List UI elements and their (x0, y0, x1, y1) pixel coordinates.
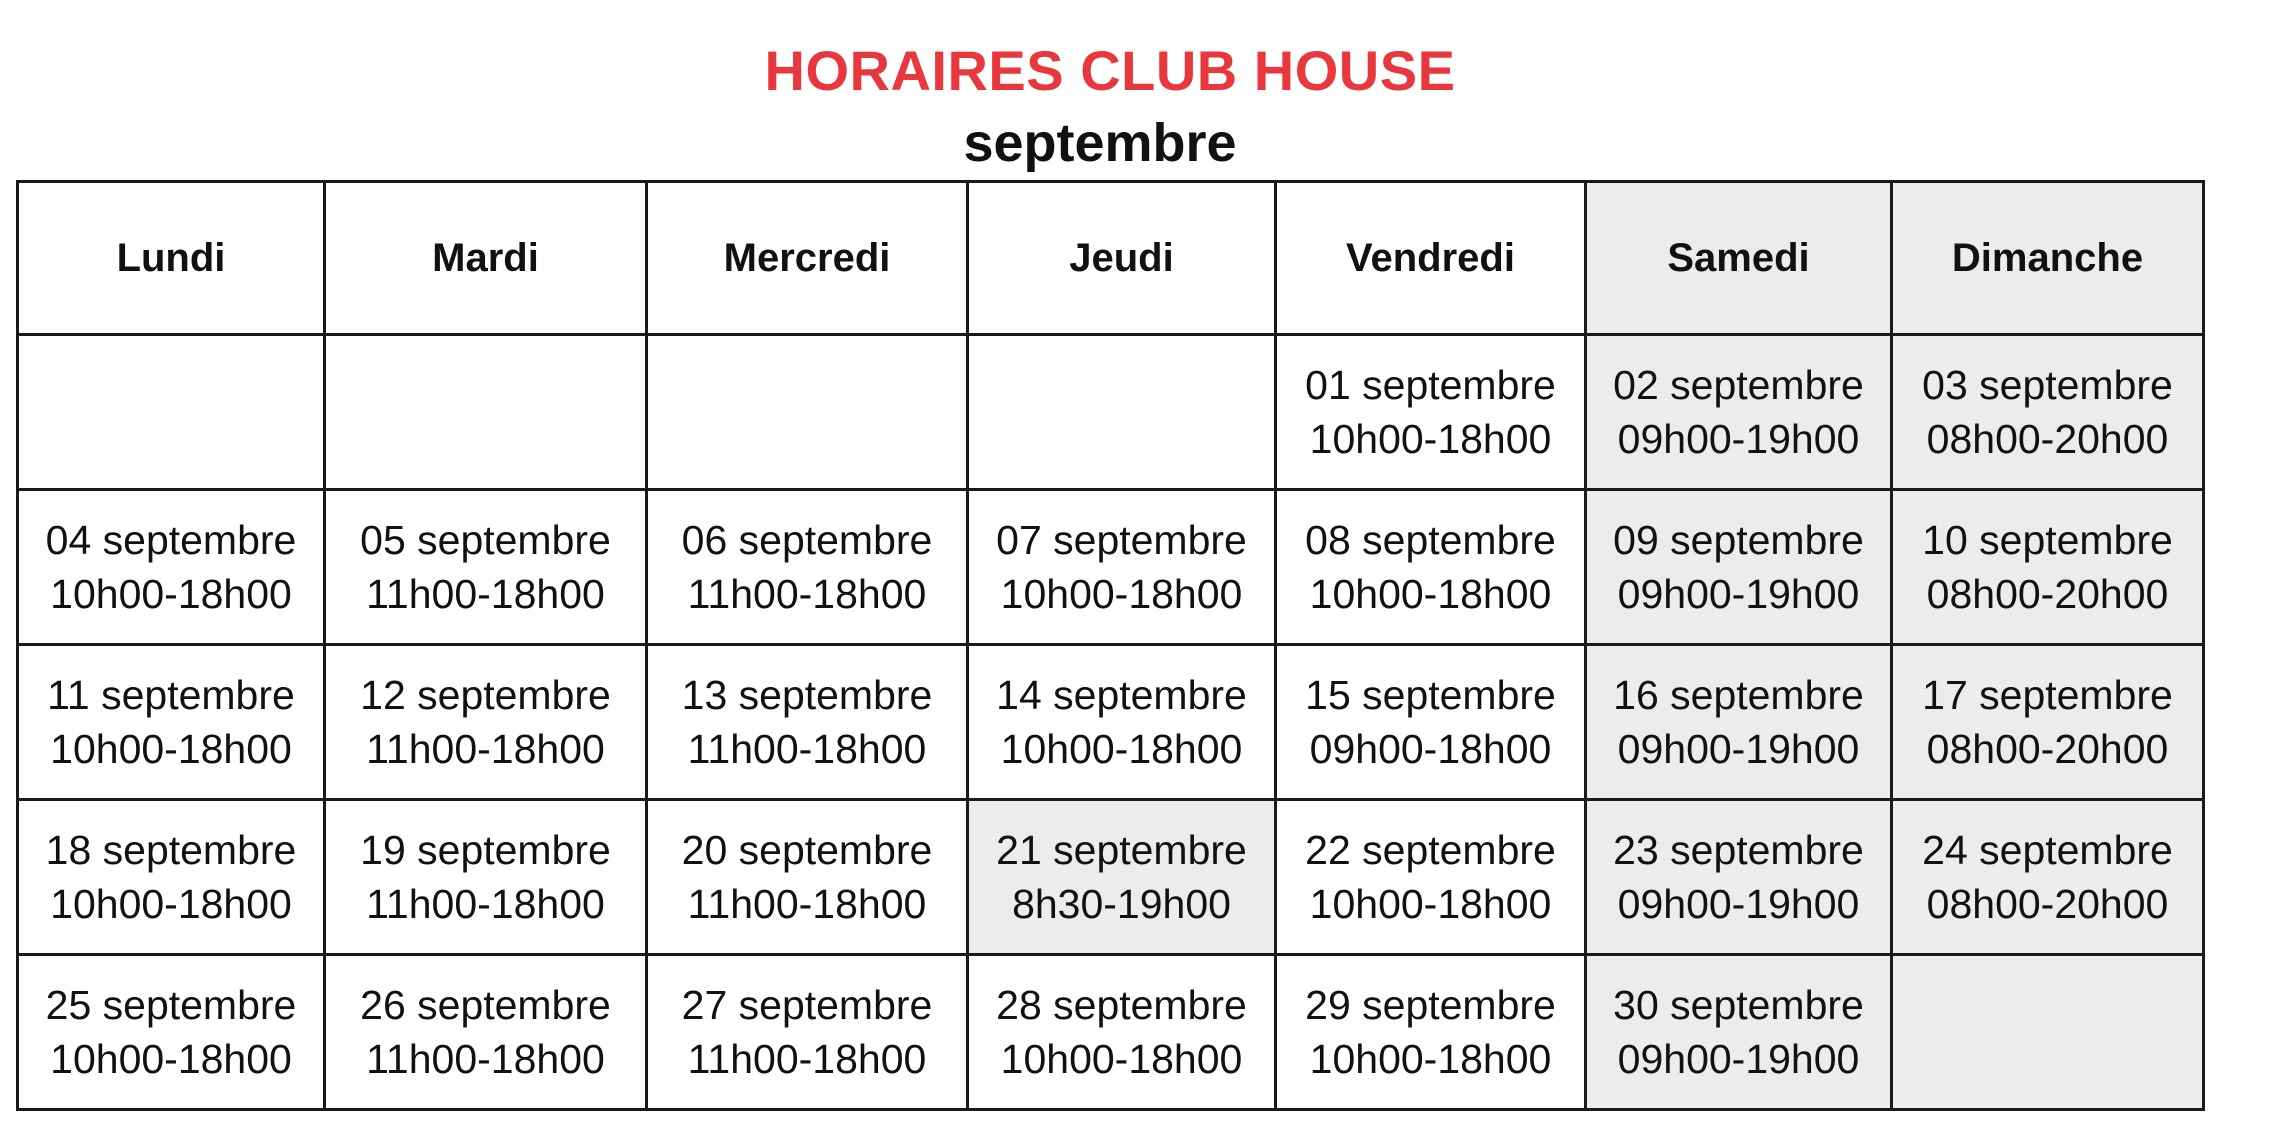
day-date: 08 septembre (1305, 517, 1556, 563)
day-cell (1276, 645, 1586, 800)
header-row (18, 182, 2204, 335)
day-cell (325, 645, 647, 800)
day-cell (647, 955, 968, 1110)
table-row (18, 645, 2204, 800)
day-hours: 09h00-19h00 (1617, 571, 1860, 617)
day-date: 15 septembre (1305, 672, 1556, 718)
day-date: 22 septembre (1305, 827, 1556, 873)
day-cell (325, 955, 647, 1110)
day-hours: 11h00-18h00 (687, 571, 927, 617)
day-hours: 10h00-18h00 (1000, 726, 1243, 772)
day-cell (1586, 645, 1892, 800)
day-cell (1276, 490, 1586, 645)
day-hours: 09h00-19h00 (1617, 881, 1860, 927)
day-hours: 08h00-20h00 (1926, 571, 2169, 617)
header-cell-mercredi: Mercredi (647, 182, 968, 335)
day-cell (968, 645, 1276, 800)
day-cell (18, 645, 325, 800)
day-date: 18 septembre (45, 827, 297, 873)
day-cell (325, 490, 647, 645)
day-hours: 10h00-18h00 (1000, 571, 1243, 617)
table-row (18, 335, 2204, 490)
day-date: 27 septembre (681, 982, 933, 1028)
day-date: 13 septembre (681, 672, 933, 718)
month-subtitle: septembre (963, 113, 1237, 173)
day-date: 06 septembre (681, 517, 933, 563)
day-date: 20 septembre (681, 827, 933, 873)
day-cell (1892, 335, 2204, 490)
day-date: 01 septembre (1305, 362, 1556, 408)
day-cell (18, 955, 325, 1110)
day-date: 30 septembre (1613, 982, 1864, 1028)
day-hours: 10h00-18h00 (50, 571, 292, 617)
day-hours: 11h00-18h00 (366, 726, 605, 772)
day-date: 11 septembre (47, 672, 295, 718)
day-cell (1276, 955, 1586, 1110)
day-cell (647, 335, 968, 490)
day-cell (968, 490, 1276, 645)
day-hours: 10h00-18h00 (50, 1036, 292, 1082)
day-cell (647, 645, 968, 800)
day-cell (1892, 800, 2204, 955)
day-date: 10 septembre (1922, 517, 2173, 563)
day-date: 12 septembre (360, 672, 611, 718)
day-date: 28 septembre (996, 982, 1247, 1028)
table-row (18, 955, 2204, 1110)
day-hours: 10h00-18h00 (50, 881, 292, 927)
day-cell (1276, 335, 1586, 490)
day-hours: 11h00-18h00 (366, 1036, 605, 1082)
day-date: 09 septembre (1613, 517, 1864, 563)
header-cell-samedi: Samedi (1586, 182, 1892, 335)
header-cell-vendredi: Vendredi (1276, 182, 1586, 335)
day-cell (1586, 955, 1892, 1110)
day-cell (18, 490, 325, 645)
schedule-table (16, 180, 2205, 1111)
day-cell (647, 490, 968, 645)
day-date: 07 septembre (996, 517, 1247, 563)
day-hours: 8h30-19h00 (1012, 881, 1231, 927)
day-date: 02 septembre (1613, 362, 1864, 408)
day-hours: 09h00-19h00 (1617, 416, 1860, 462)
day-date: 03 septembre (1922, 362, 2173, 408)
day-date: 23 septembre (1613, 827, 1864, 873)
day-hours: 11h00-18h00 (687, 726, 927, 772)
day-date: 26 septembre (360, 982, 611, 1028)
header-cell-dimanche: Dimanche (1892, 182, 2204, 335)
day-hours: 10h00-18h00 (1309, 1036, 1552, 1082)
day-cell (325, 335, 647, 490)
day-cell (1892, 645, 2204, 800)
day-date: 04 septembre (45, 517, 297, 563)
day-hours: 08h00-20h00 (1926, 726, 2169, 772)
header-cell-jeudi: Jeudi (968, 182, 1276, 335)
day-date: 21 septembre (996, 827, 1247, 873)
day-date: 29 septembre (1305, 982, 1556, 1028)
day-hours: 10h00-18h00 (50, 726, 292, 772)
day-hours: 11h00-18h00 (687, 1036, 927, 1082)
day-cell (1892, 490, 2204, 645)
day-cell (18, 800, 325, 955)
day-date: 05 septembre (360, 517, 611, 563)
header-cell-lundi: Lundi (18, 182, 325, 335)
table-row (18, 490, 2204, 645)
day-hours: 10h00-18h00 (1000, 1036, 1243, 1082)
day-hours: 09h00-18h00 (1309, 726, 1552, 772)
day-hours: 09h00-19h00 (1617, 1036, 1860, 1082)
day-hours: 08h00-20h00 (1926, 881, 2169, 927)
day-cell (1586, 800, 1892, 955)
day-date: 19 septembre (360, 827, 611, 873)
day-date: 14 septembre (996, 672, 1247, 718)
page-title: HORAIRES CLUB HOUSE (764, 39, 1456, 102)
day-cell (1586, 490, 1892, 645)
day-cell (968, 800, 1276, 955)
day-cell (1276, 800, 1586, 955)
day-cell (1892, 955, 2204, 1110)
day-hours: 11h00-18h00 (366, 881, 605, 927)
day-date: 24 septembre (1922, 827, 2173, 873)
day-hours: 09h00-19h00 (1617, 726, 1860, 772)
day-hours: 08h00-20h00 (1926, 416, 2169, 462)
day-cell (1586, 335, 1892, 490)
day-cell (968, 955, 1276, 1110)
day-cell (647, 800, 968, 955)
day-hours: 11h00-18h00 (366, 571, 605, 617)
day-cell (325, 800, 647, 955)
day-hours: 10h00-18h00 (1309, 571, 1552, 617)
day-date: 25 septembre (45, 982, 297, 1028)
day-cell (18, 335, 325, 490)
day-hours: 11h00-18h00 (687, 881, 927, 927)
day-hours: 10h00-18h00 (1309, 416, 1552, 462)
header-cell-mardi: Mardi (325, 182, 647, 335)
table-row (18, 800, 2204, 955)
day-hours: 10h00-18h00 (1309, 881, 1552, 927)
day-date: 17 septembre (1922, 672, 2173, 718)
day-date: 16 septembre (1613, 672, 1864, 718)
day-cell (968, 335, 1276, 490)
